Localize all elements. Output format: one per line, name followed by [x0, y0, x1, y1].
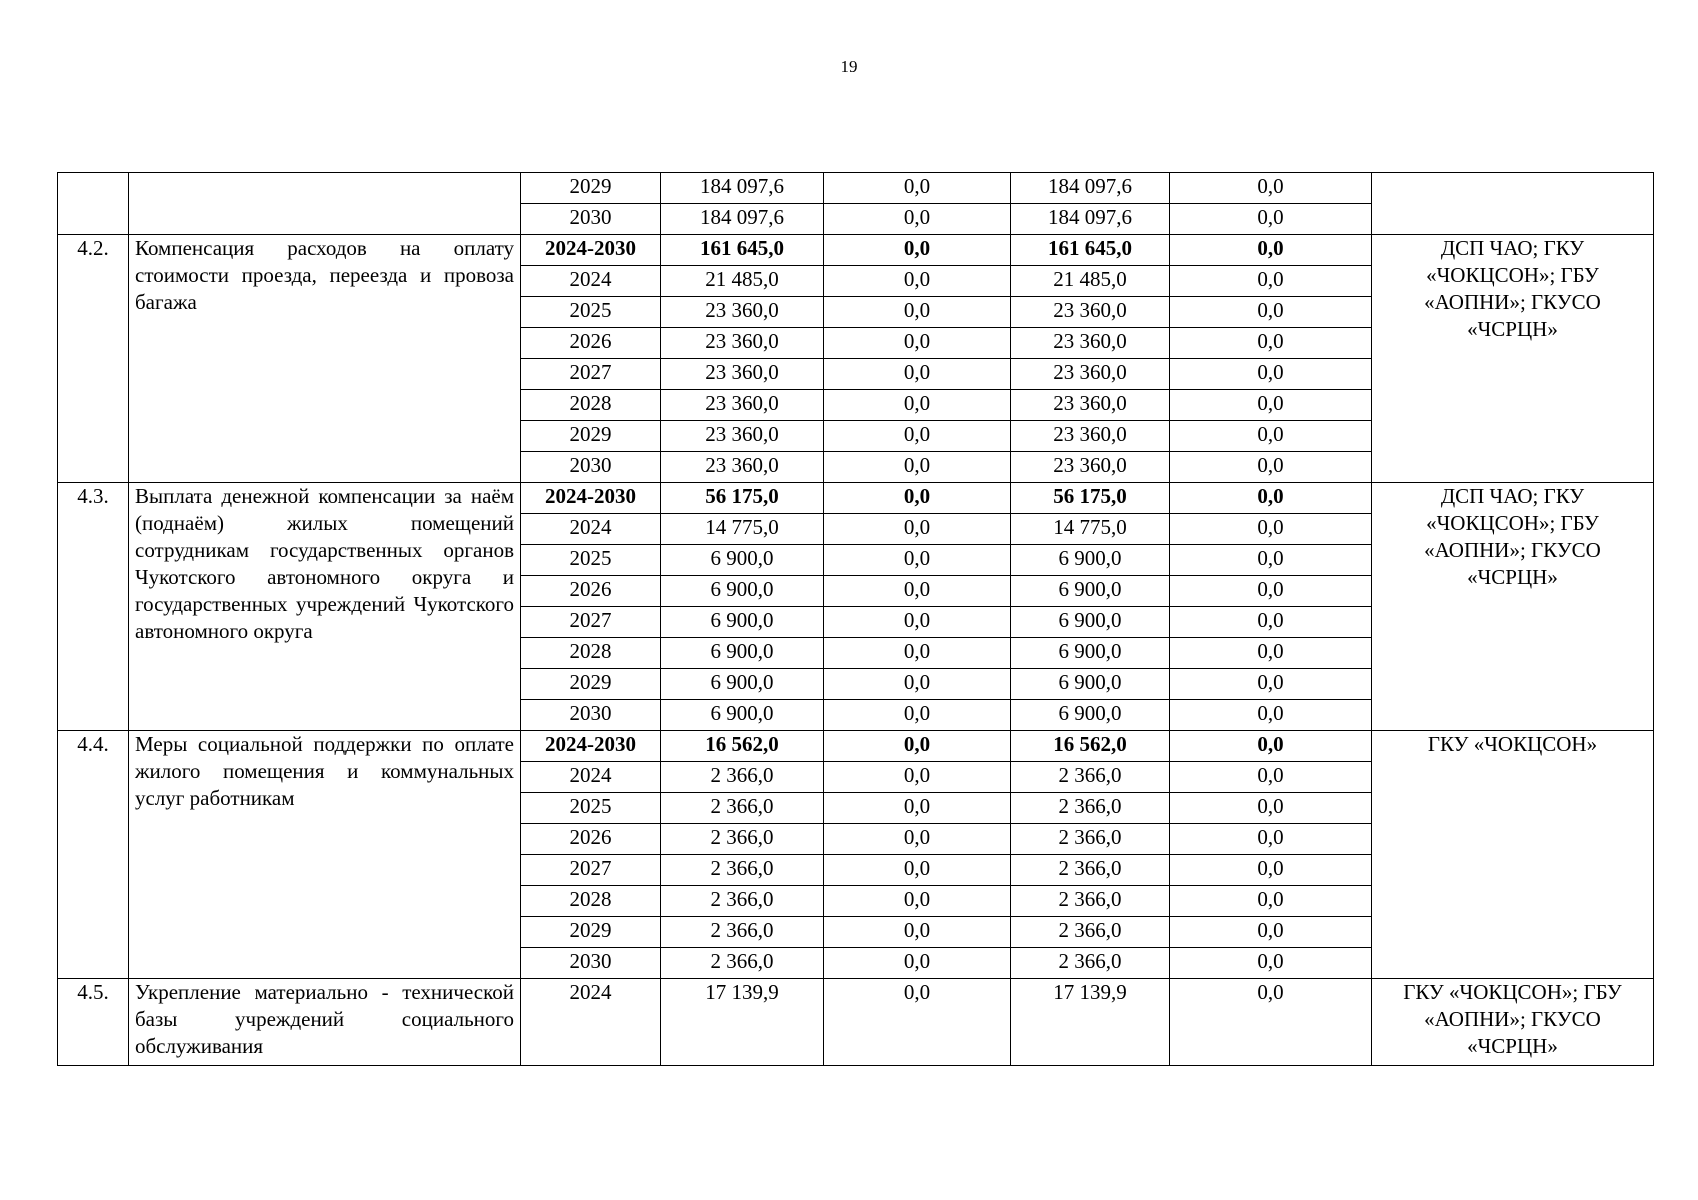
year-cell: 2025 — [521, 297, 661, 328]
federal-amount-cell: 0,0 — [824, 762, 1011, 793]
other-amount-cell: 0,0 — [1170, 607, 1372, 638]
total-amount-cell: 23 360,0 — [661, 297, 824, 328]
federal-amount-cell: 0,0 — [824, 297, 1011, 328]
regional-amount-cell: 2 366,0 — [1011, 917, 1170, 948]
other-amount-cell: 0,0 — [1170, 669, 1372, 700]
total-amount-cell: 2 366,0 — [661, 793, 824, 824]
other-amount-cell: 0,0 — [1170, 545, 1372, 576]
total-amount-cell: 2 366,0 — [661, 762, 824, 793]
federal-amount-cell: 0,0 — [824, 514, 1011, 545]
total-amount-cell: 56 175,0 — [661, 483, 824, 514]
regional-amount-cell: 2 366,0 — [1011, 886, 1170, 917]
year-cell: 2025 — [521, 793, 661, 824]
other-amount-cell: 0,0 — [1170, 421, 1372, 452]
institutions-cell — [1372, 173, 1654, 235]
total-amount-cell: 2 366,0 — [661, 948, 824, 979]
regional-amount-cell: 23 360,0 — [1011, 359, 1170, 390]
total-amount-cell: 2 366,0 — [661, 917, 824, 948]
total-amount-cell: 2 366,0 — [661, 886, 824, 917]
total-amount-cell: 6 900,0 — [661, 638, 824, 669]
regional-amount-cell: 56 175,0 — [1011, 483, 1170, 514]
institutions-cell: ДСП ЧАО; ГКУ «ЧОКЦСОН»; ГБУ «АОПНИ»; ГКУСО «ЧСРЦН» — [1372, 235, 1654, 483]
funding-table — [57, 172, 1654, 1066]
item-name-cell: Выплата денежной компенсации за наём (поднаём) жилых помещений сотрудникам государственных органов Чукотского автономного округа и государственных учреждений Чукотского автономного округа — [129, 483, 521, 731]
total-amount-cell: 6 900,0 — [661, 700, 824, 731]
regional-amount-cell: 6 900,0 — [1011, 607, 1170, 638]
federal-amount-cell: 0,0 — [824, 421, 1011, 452]
federal-amount-cell: 0,0 — [824, 886, 1011, 917]
other-amount-cell: 0,0 — [1170, 483, 1372, 514]
year-cell: 2030 — [521, 700, 661, 731]
federal-amount-cell: 0,0 — [824, 607, 1011, 638]
year-cell: 2024 — [521, 514, 661, 545]
year-cell: 2030 — [521, 948, 661, 979]
total-amount-cell: 23 360,0 — [661, 390, 824, 421]
table-row — [58, 483, 1654, 514]
federal-amount-cell: 0,0 — [824, 173, 1011, 204]
other-amount-cell: 0,0 — [1170, 297, 1372, 328]
year-cell: 2024 — [521, 979, 661, 1066]
federal-amount-cell: 0,0 — [824, 731, 1011, 762]
item-name-cell: Укрепление материально - технической базы учреждений социального обслуживания — [129, 979, 521, 1066]
other-amount-cell: 0,0 — [1170, 731, 1372, 762]
year-cell: 2028 — [521, 638, 661, 669]
table-row — [58, 979, 1654, 1066]
regional-amount-cell: 14 775,0 — [1011, 514, 1170, 545]
total-amount-cell: 161 645,0 — [661, 235, 824, 266]
other-amount-cell: 0,0 — [1170, 638, 1372, 669]
other-amount-cell: 0,0 — [1170, 173, 1372, 204]
federal-amount-cell: 0,0 — [824, 917, 1011, 948]
item-name-cell: Компенсация расходов на оплату стоимости проезда, переезда и провоза багажа — [129, 235, 521, 483]
regional-amount-cell: 23 360,0 — [1011, 421, 1170, 452]
table-row — [58, 235, 1654, 266]
year-cell: 2024 — [521, 762, 661, 793]
total-amount-cell: 6 900,0 — [661, 576, 824, 607]
federal-amount-cell: 0,0 — [824, 700, 1011, 731]
regional-amount-cell: 161 645,0 — [1011, 235, 1170, 266]
other-amount-cell: 0,0 — [1170, 700, 1372, 731]
other-amount-cell: 0,0 — [1170, 328, 1372, 359]
item-number-cell: 4.2. — [58, 235, 129, 483]
year-cell: 2029 — [521, 669, 661, 700]
regional-amount-cell: 184 097,6 — [1011, 173, 1170, 204]
year-cell: 2026 — [521, 824, 661, 855]
regional-amount-cell: 6 900,0 — [1011, 545, 1170, 576]
federal-amount-cell: 0,0 — [824, 824, 1011, 855]
other-amount-cell: 0,0 — [1170, 359, 1372, 390]
total-amount-cell: 6 900,0 — [661, 545, 824, 576]
year-cell: 2029 — [521, 421, 661, 452]
federal-amount-cell: 0,0 — [824, 266, 1011, 297]
year-cell: 2027 — [521, 855, 661, 886]
regional-amount-cell: 23 360,0 — [1011, 390, 1170, 421]
regional-amount-cell: 6 900,0 — [1011, 669, 1170, 700]
year-cell: 2029 — [521, 917, 661, 948]
other-amount-cell: 0,0 — [1170, 917, 1372, 948]
year-cell: 2027 — [521, 359, 661, 390]
regional-amount-cell: 17 139,9 — [1011, 979, 1170, 1066]
federal-amount-cell: 0,0 — [824, 855, 1011, 886]
regional-amount-cell: 2 366,0 — [1011, 855, 1170, 886]
other-amount-cell: 0,0 — [1170, 204, 1372, 235]
year-cell: 2030 — [521, 452, 661, 483]
other-amount-cell: 0,0 — [1170, 886, 1372, 917]
regional-amount-cell: 23 360,0 — [1011, 297, 1170, 328]
total-amount-cell: 23 360,0 — [661, 328, 824, 359]
regional-amount-cell: 6 900,0 — [1011, 700, 1170, 731]
total-amount-cell: 17 139,9 — [661, 979, 824, 1066]
other-amount-cell: 0,0 — [1170, 390, 1372, 421]
total-amount-cell: 2 366,0 — [661, 824, 824, 855]
total-amount-cell: 6 900,0 — [661, 607, 824, 638]
year-cell: 2026 — [521, 576, 661, 607]
regional-amount-cell: 2 366,0 — [1011, 793, 1170, 824]
other-amount-cell: 0,0 — [1170, 514, 1372, 545]
federal-amount-cell: 0,0 — [824, 390, 1011, 421]
item-number-cell: 4.3. — [58, 483, 129, 731]
total-amount-cell: 14 775,0 — [661, 514, 824, 545]
year-cell: 2024 — [521, 266, 661, 297]
regional-amount-cell: 23 360,0 — [1011, 328, 1170, 359]
year-cell: 2024-2030 — [521, 731, 661, 762]
item-number-cell — [58, 173, 129, 235]
other-amount-cell: 0,0 — [1170, 948, 1372, 979]
regional-amount-cell: 184 097,6 — [1011, 204, 1170, 235]
federal-amount-cell: 0,0 — [824, 204, 1011, 235]
federal-amount-cell: 0,0 — [824, 793, 1011, 824]
federal-amount-cell: 0,0 — [824, 669, 1011, 700]
total-amount-cell: 2 366,0 — [661, 855, 824, 886]
institutions-cell: ДСП ЧАО; ГКУ «ЧОКЦСОН»; ГБУ «АОПНИ»; ГКУСО «ЧСРЦН» — [1372, 483, 1654, 731]
year-cell: 2028 — [521, 886, 661, 917]
federal-amount-cell: 0,0 — [824, 452, 1011, 483]
page-number: 19 — [840, 57, 858, 76]
regional-amount-cell: 21 485,0 — [1011, 266, 1170, 297]
federal-amount-cell: 0,0 — [824, 328, 1011, 359]
table-row — [58, 731, 1654, 762]
total-amount-cell: 16 562,0 — [661, 731, 824, 762]
total-amount-cell: 184 097,6 — [661, 204, 824, 235]
year-cell: 2028 — [521, 390, 661, 421]
other-amount-cell: 0,0 — [1170, 824, 1372, 855]
federal-amount-cell: 0,0 — [824, 483, 1011, 514]
item-name-cell — [129, 173, 521, 235]
total-amount-cell: 6 900,0 — [661, 669, 824, 700]
federal-amount-cell: 0,0 — [824, 545, 1011, 576]
item-number-cell: 4.4. — [58, 731, 129, 979]
total-amount-cell: 23 360,0 — [661, 452, 824, 483]
total-amount-cell: 184 097,6 — [661, 173, 824, 204]
year-cell: 2025 — [521, 545, 661, 576]
year-cell: 2026 — [521, 328, 661, 359]
year-cell: 2029 — [521, 173, 661, 204]
other-amount-cell: 0,0 — [1170, 576, 1372, 607]
federal-amount-cell: 0,0 — [824, 948, 1011, 979]
other-amount-cell: 0,0 — [1170, 235, 1372, 266]
federal-amount-cell: 0,0 — [824, 235, 1011, 266]
institutions-cell: ГКУ «ЧОКЦСОН»; ГБУ «АОПНИ»; ГКУСО «ЧСРЦН» — [1372, 979, 1654, 1066]
year-cell: 2024-2030 — [521, 235, 661, 266]
regional-amount-cell: 2 366,0 — [1011, 824, 1170, 855]
regional-amount-cell: 2 366,0 — [1011, 948, 1170, 979]
federal-amount-cell: 0,0 — [824, 576, 1011, 607]
total-amount-cell: 23 360,0 — [661, 359, 824, 390]
regional-amount-cell: 6 900,0 — [1011, 638, 1170, 669]
year-cell: 2024-2030 — [521, 483, 661, 514]
total-amount-cell: 21 485,0 — [661, 266, 824, 297]
other-amount-cell: 0,0 — [1170, 266, 1372, 297]
regional-amount-cell: 16 562,0 — [1011, 731, 1170, 762]
item-number-cell: 4.5. — [58, 979, 129, 1066]
regional-amount-cell: 6 900,0 — [1011, 576, 1170, 607]
institutions-cell: ГКУ «ЧОКЦСОН» — [1372, 731, 1654, 979]
federal-amount-cell: 0,0 — [824, 359, 1011, 390]
total-amount-cell: 23 360,0 — [661, 421, 824, 452]
table-row — [58, 173, 1654, 204]
other-amount-cell: 0,0 — [1170, 793, 1372, 824]
item-name-cell: Меры социальной поддержки по оплате жилого помещения и коммунальных услуг работникам — [129, 731, 521, 979]
year-cell: 2027 — [521, 607, 661, 638]
other-amount-cell: 0,0 — [1170, 762, 1372, 793]
regional-amount-cell: 2 366,0 — [1011, 762, 1170, 793]
regional-amount-cell: 23 360,0 — [1011, 452, 1170, 483]
other-amount-cell: 0,0 — [1170, 452, 1372, 483]
federal-amount-cell: 0,0 — [824, 638, 1011, 669]
other-amount-cell: 0,0 — [1170, 855, 1372, 886]
federal-amount-cell: 0,0 — [824, 979, 1011, 1066]
other-amount-cell: 0,0 — [1170, 979, 1372, 1066]
year-cell: 2030 — [521, 204, 661, 235]
